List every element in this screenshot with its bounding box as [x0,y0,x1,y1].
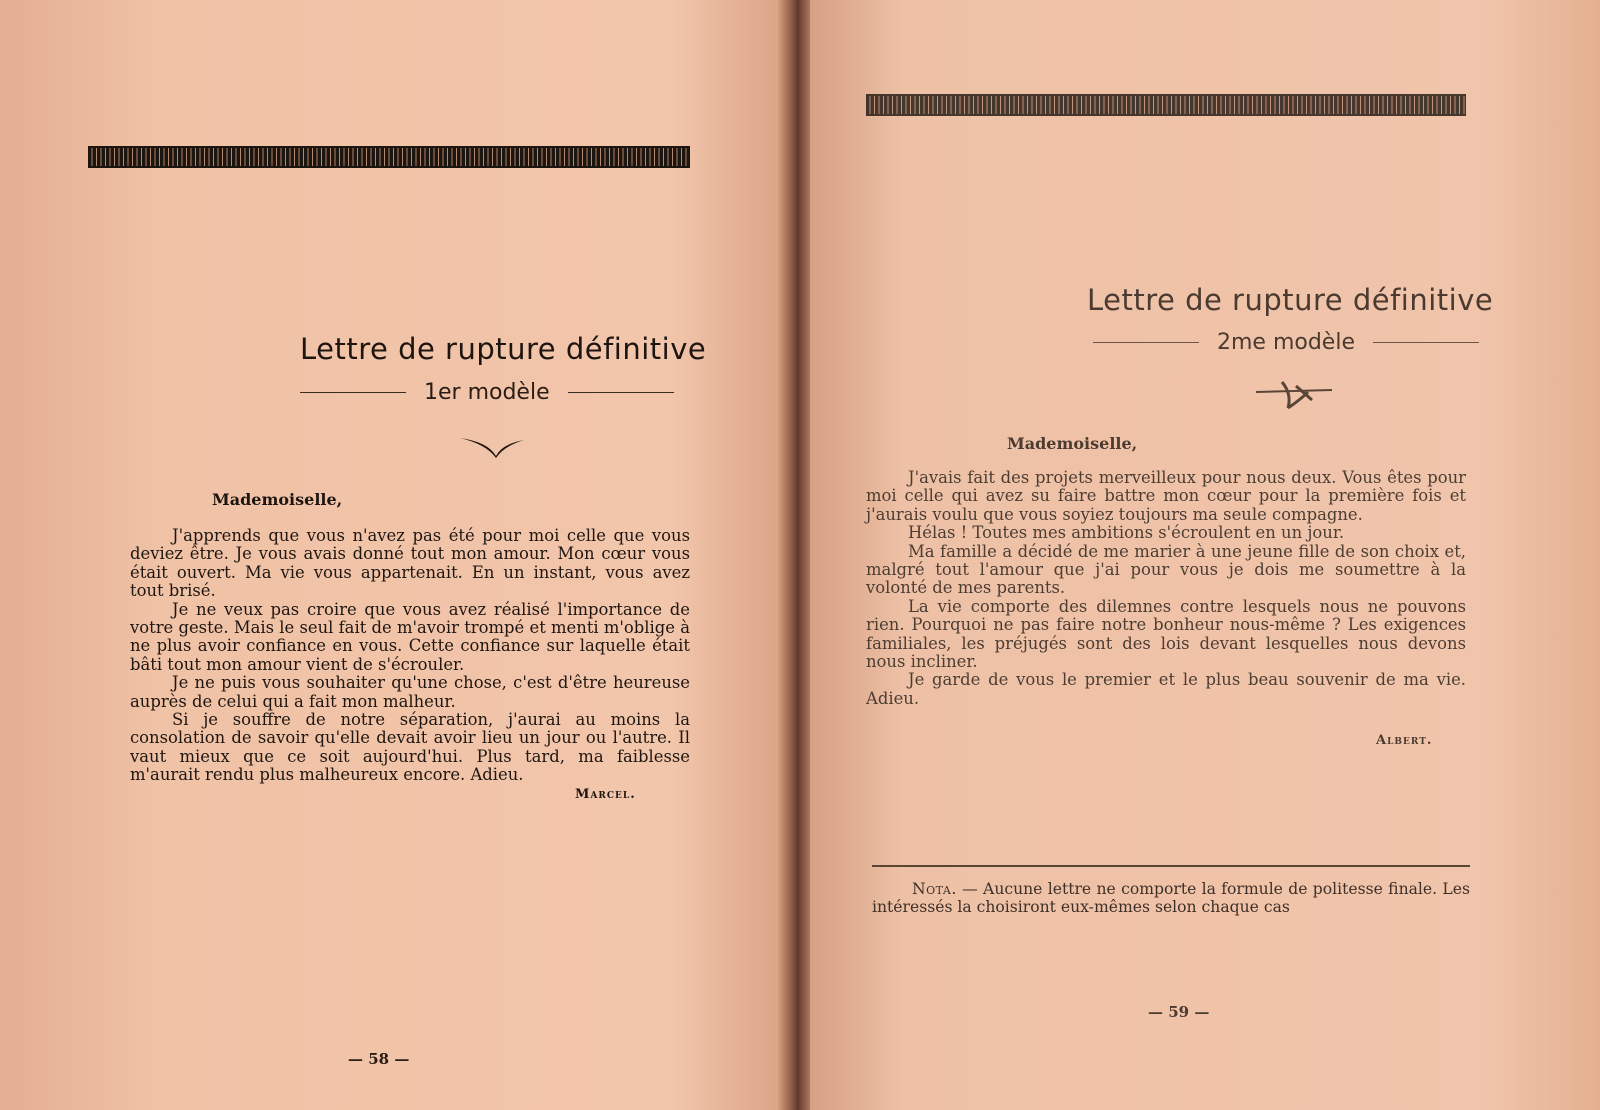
signature: Albert. [1376,733,1433,748]
footnote [872,880,1470,916]
letter-body [130,527,690,785]
footnote-rule [872,865,1470,867]
letter-paragraph: La vie comporte des dilemnes contre lesquels nous ne pouvons rien. Pourquoi ne pas faire notre bonheur nous-même ? Les exigences familiales, les préjugés sont des lois devant lesquelles nous devons nous incliner. [866,596,1466,672]
letter-paragraph: Hélas ! Toutes mes ambitions s'écroulent en un jour. [908,523,1345,543]
divider-line [568,392,674,394]
letter-paragraph: Je garde de vous le premier et le plus beau souvenir de ma vie. Adieu. [866,670,1466,708]
page-title: Lettre de rupture définitive [1087,283,1494,317]
letter-paragraph: Si je souffre de notre séparation, j'aurai au moins la consolation de savoir qu'elle devait avoir lieu un jour ou l'autre. Il vaut mieux que ce soit aujourd'hui. Plus tard, ma faiblesse m'aurait rendu plus malheureux encore. Adieu. [130,710,690,785]
flourish-icon [1252,378,1336,416]
page-title: Lettre de rupture définitive [300,332,707,366]
left-page [0,0,790,1110]
footnote-label: Nota. [912,880,957,898]
divider-line [300,392,406,394]
divider-line [1093,342,1199,344]
letter-paragraph: J'avais fait des projets merveilleux pour nous deux. Vous êtes pour moi celle qui avez su faire battre mon cœur pour la première fois et j'aurais voulu que vous soyiez toujours ma seule compagne. [866,468,1466,524]
flourish-icon [458,434,528,464]
salutation: Mademoiselle, [212,490,343,509]
ornamental-border [866,94,1466,116]
divider-line [1373,342,1479,344]
model-label: 2me modèle [1217,330,1355,355]
letter-paragraph: Je ne puis vous souhaiter qu'une chose, c'est d'être heureuse auprès de celui qui a fait mon malheur. [130,673,690,711]
salutation: Mademoiselle, [1007,434,1138,453]
model-subtitle [1093,330,1479,355]
right-page [810,0,1600,1110]
letter-body [866,469,1466,708]
letter-paragraph: Ma famille a décidé de me marier à une jeune fille de son choix et, malgré tout l'amour que j'ai pour vous je dois me soumettre à la volonté de mes parents. [866,541,1466,598]
letter-paragraph: Je ne veux pas croire que vous avez réalisé l'importance de votre geste. Mais le seul fait de m'avoir trompé et menti m'oblige à ne plus avoir confiance en vous. Cette confiance sur laquelle était bâti tout mon amour vient de s'écrouler. [130,599,690,674]
model-label: 1er modèle [424,380,550,405]
page-number: — 58 — [348,1050,410,1068]
page-number: — 59 — [1148,1003,1210,1021]
model-subtitle [300,380,674,405]
signature: Marcel. [575,787,636,802]
ornamental-border [88,146,690,168]
letter-paragraph: J'apprends que vous n'avez pas été pour moi celle que vous deviez être. Je vous avais donné tout mon amour. Mon cœur vous était ouvert. Ma vie vous appartenait. En un instant, vous avez tout brisé. [130,526,690,601]
footnote-text: — Aucune lettre ne comporte la formule de politesse finale. Les intéressés la choisiront eux-mêmes selon chaque cas [872,880,1470,916]
